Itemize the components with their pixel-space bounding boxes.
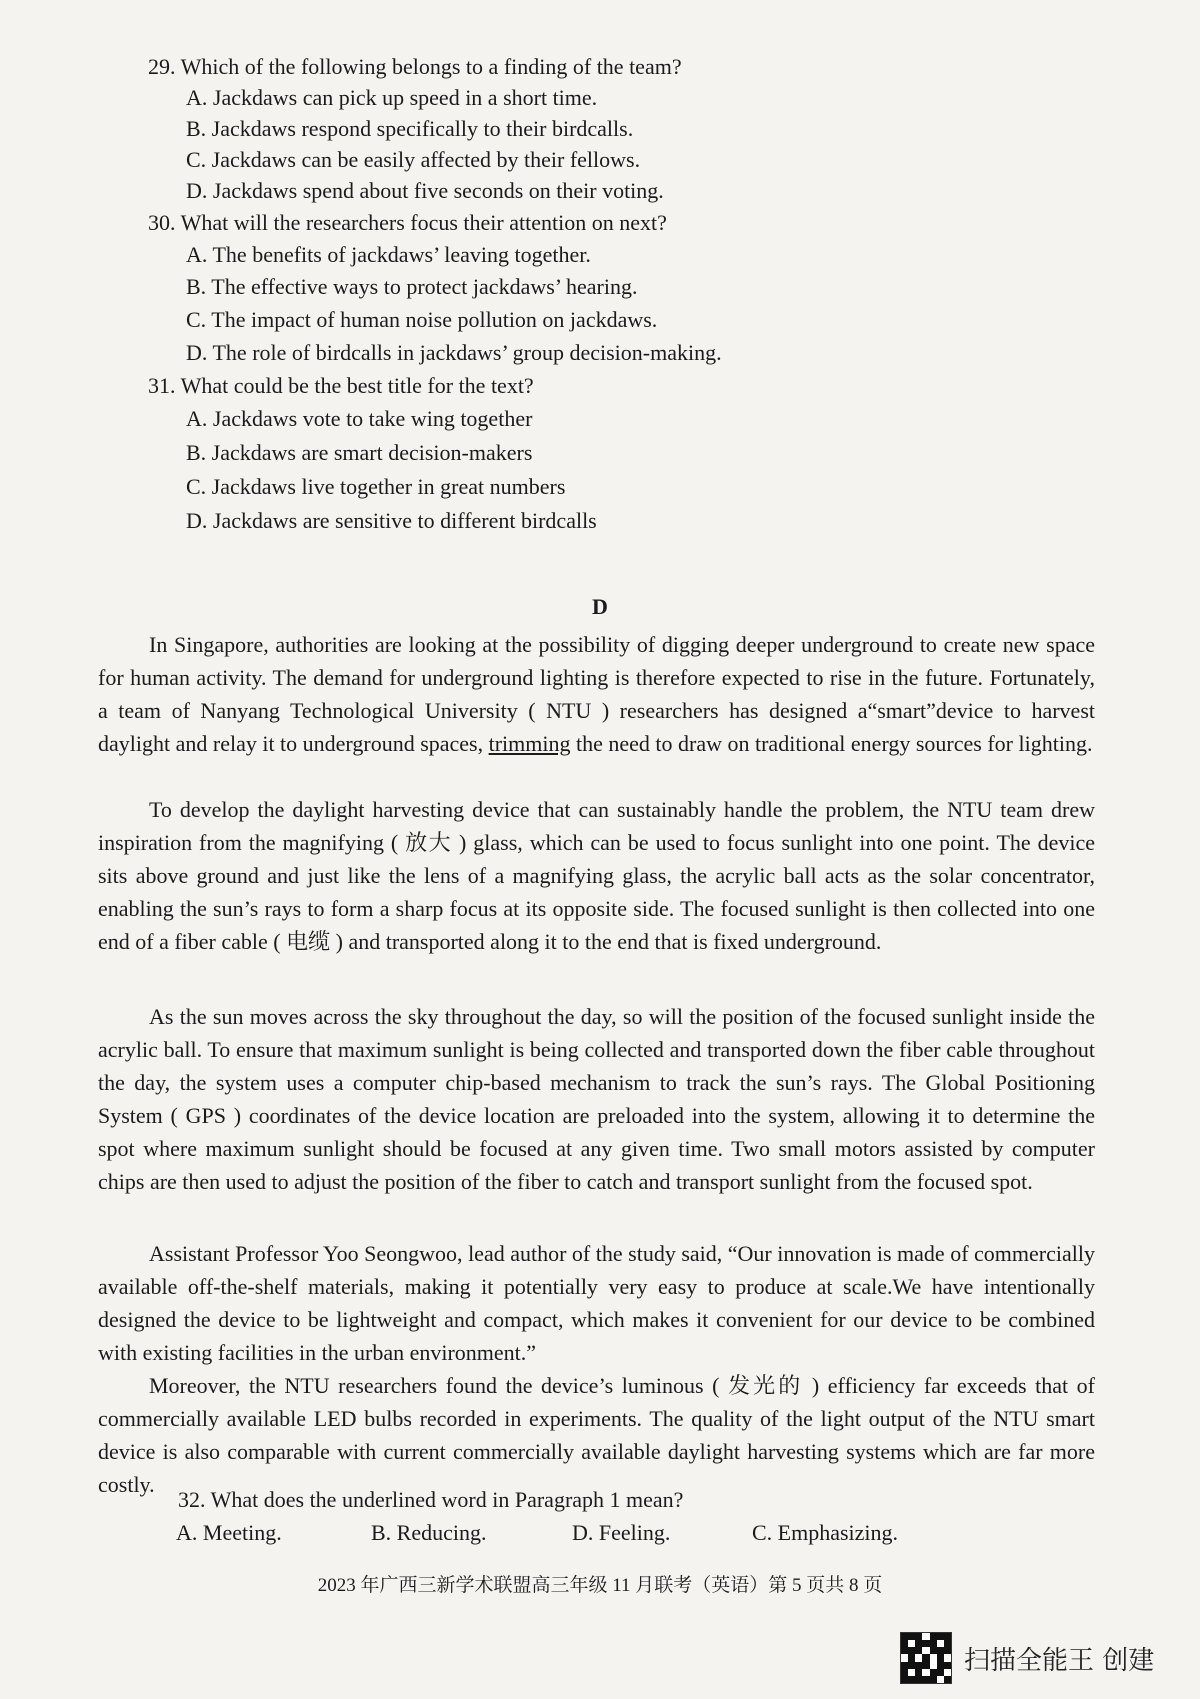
qr-code-icon [900, 1632, 952, 1684]
passage-paragraph-5: Moreover, the NTU researchers found the device’s luminous ( 发光的 ) efficiency far exceeds that of commercially available LED bulbs recorded in experiments. The quality of the light output of the NTU smart device is also comparable with current commercially available daylight harvesting systems which are far more costly. [98, 1373, 1095, 1497]
question-32: 32. What does the underlined word in Paragraph 1 mean? [178, 1487, 684, 1512]
p1-text-before: In Singapore, authorities are looking at the possibility of digging deeper underground to create new space for human activity. The demand for underground lighting is therefore expected to rise in the future. Fortunately, a team of Nanyang Technological University ( NTU ) researchers has designed a“smart”device to harvest daylight and relay it to underground spaces, [98, 632, 1095, 756]
q29-option-a: A. Jackdaws can pick up speed in a short time. [186, 85, 598, 110]
q32-option-a: A. Meeting. [176, 1520, 282, 1545]
q31-option-c: C. Jackdaws live together in great numbers [186, 474, 566, 499]
question-30: 30. What will the researchers focus their attention on next? [148, 210, 667, 235]
question-31: 31. What could be the best title for the text? [148, 373, 534, 398]
page-footer: 2023 年广西三新学术联盟高三年级 11 月联考（英语）第 5 页共 8 页 [317, 1575, 883, 1596]
q31-option-b: B. Jackdaws are smart decision-makers [186, 440, 533, 465]
scanner-watermark [900, 1632, 1154, 1684]
q30-option-c: C. The impact of human noise pollution on jackdaws. [186, 307, 658, 332]
q29-option-d: D. Jackdaws spend about five seconds on their voting. [186, 178, 664, 203]
passage-paragraph-2: To develop the daylight harvesting device that can sustainably handle the problem, the NTU team drew inspiration from the magnifying ( 放大 ) glass, which can be used to focus sunlight into one point. The device sits above ground and just like the lens of a magnifying glass, the acrylic ball acts as the solar concentrator, enabling the sun’s rays to form a sharp focus at its opposite side. The focused sunlight is then collected into one end of a fiber cable ( 电缆 ) and transported along it to the end that is fixed underground. [98, 797, 1095, 954]
passage-paragraph-4: Assistant Professor Yoo Seongwoo, lead author of the study said, “Our innovation is made of commercially available off-the-shelf materials, making it potentially very easy to produce at scale.We have intentionally designed the device to be lightweight and compact, which makes it convenient for our device to be combined with existing facilities in the urban environment.” [98, 1241, 1095, 1365]
q31-option-a: A. Jackdaws vote to take wing together [186, 406, 533, 431]
question-29: 29. Which of the following belongs to a finding of the team? [148, 54, 682, 79]
q32-option-b: B. Reducing. [371, 1520, 487, 1545]
q30-option-d: D. The role of birdcalls in jackdaws’ group decision-making. [186, 340, 722, 365]
passage-paragraph-3: As the sun moves across the sky throughout the day, so will the position of the focused sunlight inside the acrylic ball. To ensure that maximum sunlight is being collected and transported down the fiber cable throughout the day, the system uses a computer chip-based mechanism to track the sun’s rays. The Global Positioning System ( GPS ) coordinates of the device location are preloaded into the system, allowing it to determine the spot where maximum sunlight should be focused at any given time. Two small motors assisted by computer chips are then used to adjust the position of the fiber to catch and transport sunlight from the focused spot. [98, 1004, 1095, 1194]
q29-option-c: C. Jackdaws can be easily affected by their fellows. [186, 147, 641, 172]
q31-option-d: D. Jackdaws are sensitive to different birdcalls [186, 508, 597, 533]
section-letter: D [592, 594, 608, 619]
q32-option-d: D. Feeling. [572, 1520, 671, 1545]
p1-text-after: the need to draw on traditional energy sources for lighting. [570, 731, 1093, 756]
q30-option-a: A. The benefits of jackdaws’ leaving together. [186, 242, 591, 267]
passage-paragraph-1 [98, 628, 1095, 760]
q30-option-b: B. The effective ways to protect jackdaws’ hearing. [186, 274, 638, 299]
q32-option-c: C. Emphasizing. [752, 1520, 899, 1545]
underlined-word: trimming [488, 731, 571, 756]
scanner-label: 扫描全能王 创建 [964, 1645, 1155, 1676]
q29-option-b: B. Jackdaws respond specifically to their birdcalls. [186, 116, 634, 141]
